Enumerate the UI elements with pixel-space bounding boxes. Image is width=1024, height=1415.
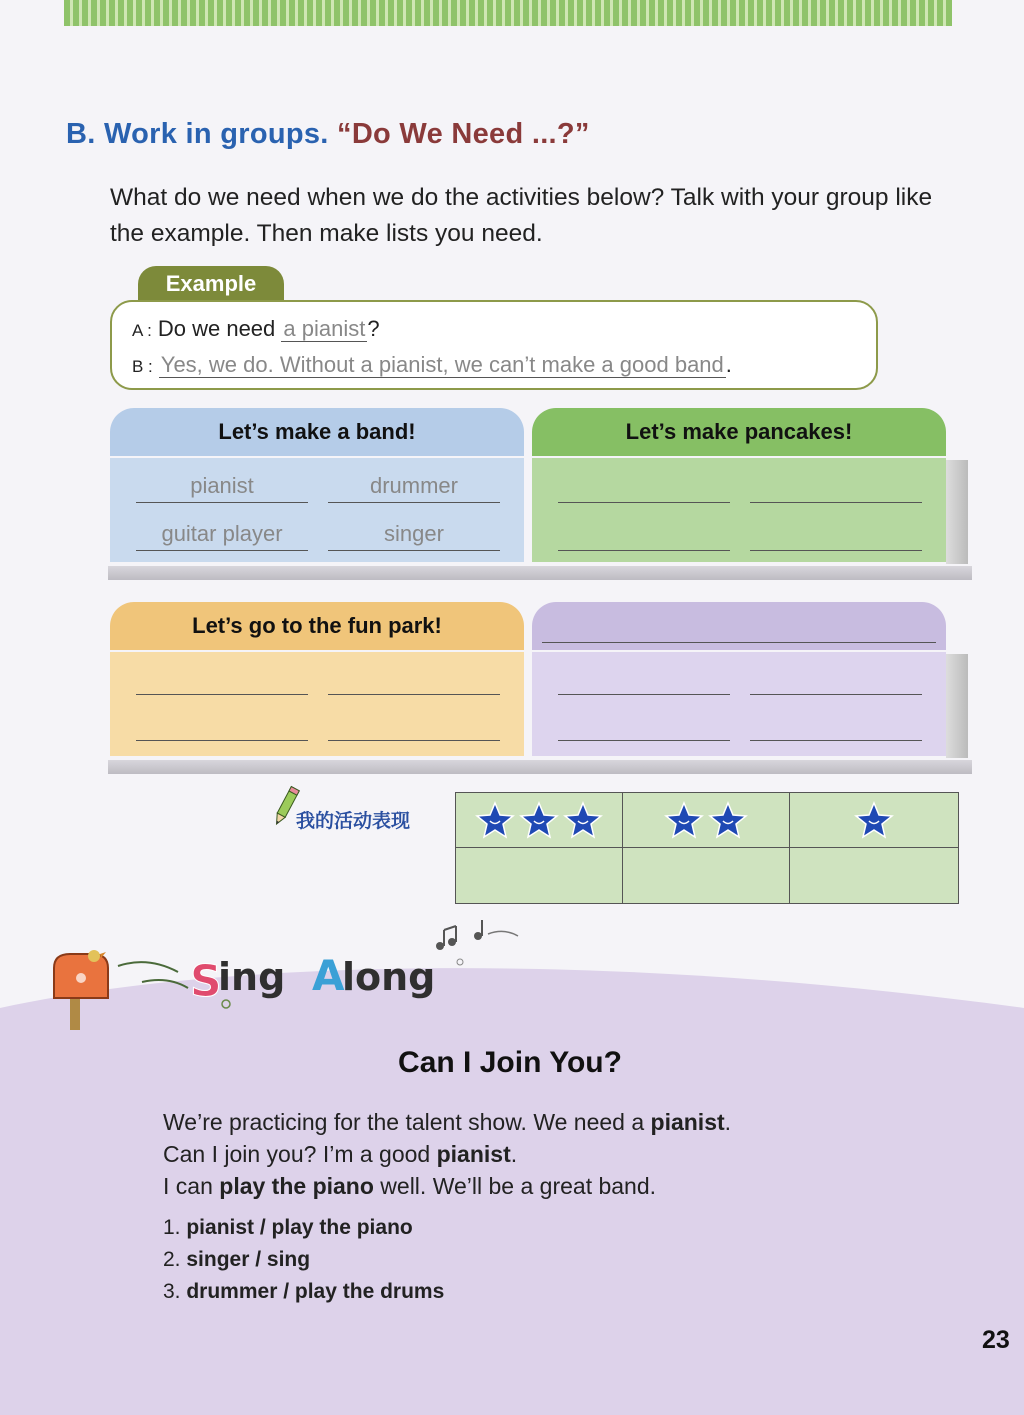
- funpark-card-title: Let’s go to the fun park!: [110, 602, 524, 650]
- song-lyrics: [163, 1106, 943, 1202]
- svg-text:A: A: [312, 951, 345, 1000]
- funpark-item-3[interactable]: [136, 708, 308, 741]
- blank-card-title: [532, 602, 946, 650]
- pancakes-card-title: Let’s make pancakes!: [532, 408, 946, 456]
- funpark-item-1[interactable]: [136, 662, 308, 695]
- substitution-item-1: 1. pianist / play the piano: [163, 1216, 413, 1239]
- substitution-item-2: 2. singer / sing: [163, 1248, 311, 1271]
- rating-table: [455, 792, 959, 904]
- example-fill-a: a pianist: [283, 316, 366, 341]
- funpark-item-2[interactable]: [328, 662, 500, 695]
- band-card-title: Let’s make a band!: [110, 408, 524, 456]
- pancakes-item-4[interactable]: [750, 518, 922, 551]
- star-icon: [708, 801, 748, 839]
- blank-item-3[interactable]: [558, 708, 730, 741]
- band-row-shadow: [108, 566, 972, 580]
- star-icon: [519, 801, 559, 839]
- instructions: What do we need when we do the activities below? Talk with your group like the example. Then make lists you need.: [110, 184, 933, 247]
- star-icon: [563, 801, 603, 839]
- pancakes-card: [532, 408, 946, 566]
- band-item-1[interactable]: pianist: [136, 470, 308, 503]
- example-line-b: B : Yes, we do. Without a pianist, we can’t make a good band.: [132, 352, 732, 377]
- page-number: 23: [982, 1326, 1010, 1354]
- self-assessment-label: 我的活动表现: [296, 810, 411, 832]
- pancakes-item-1[interactable]: [558, 470, 730, 503]
- svg-text:S: S: [190, 956, 222, 1007]
- lyric-line-2: Can I join you? I’m a good pianist.: [163, 1141, 518, 1167]
- svg-text:long: long: [342, 955, 436, 999]
- example-box: [110, 300, 878, 390]
- blank-title-input[interactable]: [542, 610, 936, 643]
- band-item-2[interactable]: drummer: [328, 470, 500, 503]
- star-icon: [475, 801, 515, 839]
- pancakes-item-2[interactable]: [750, 470, 922, 503]
- blank-item-2[interactable]: [750, 662, 922, 695]
- section-title: B. Work in groups. “Do We Need ...?”: [66, 118, 590, 150]
- star-icon: [664, 801, 704, 839]
- rating-check-2[interactable]: [623, 848, 790, 903]
- rating-2-stars[interactable]: [623, 793, 790, 848]
- example-line-a: A : Do we need a pianist?: [132, 316, 380, 341]
- example-fill-b: Yes, we do. Without a pianist, we can’t make a good band: [160, 352, 724, 377]
- band-item-3[interactable]: guitar player: [136, 518, 308, 551]
- substitution-list: [163, 1212, 444, 1308]
- band-card: [110, 408, 524, 566]
- top-stripe: [64, 0, 952, 26]
- blank-item-4[interactable]: [750, 708, 922, 741]
- funpark-card: [110, 602, 524, 760]
- rating-1-star[interactable]: [790, 793, 958, 848]
- star-icon: [854, 801, 894, 839]
- rating-3-stars[interactable]: [456, 793, 623, 848]
- rating-check-3[interactable]: [456, 848, 623, 903]
- blank-item-1[interactable]: [558, 662, 730, 695]
- funpark-row-shadow: [108, 760, 972, 774]
- sing-along-logo: [48, 918, 528, 1034]
- blank-card: [532, 602, 946, 760]
- funpark-item-4[interactable]: [328, 708, 500, 741]
- song-title: Can I Join You?: [398, 1046, 622, 1079]
- pancakes-item-3[interactable]: [558, 518, 730, 551]
- rating-check-1[interactable]: [790, 848, 958, 903]
- lyric-line-1: We’re practicing for the talent show. We need a pianist.: [163, 1109, 732, 1135]
- svg-text:ing: ing: [218, 955, 286, 999]
- example-tab: Example: [138, 266, 284, 302]
- lyric-line-3: I can play the piano well. We’ll be a great band.: [163, 1173, 657, 1199]
- band-item-4[interactable]: singer: [328, 518, 500, 551]
- substitution-item-3: 3. drummer / play the drums: [163, 1280, 445, 1303]
